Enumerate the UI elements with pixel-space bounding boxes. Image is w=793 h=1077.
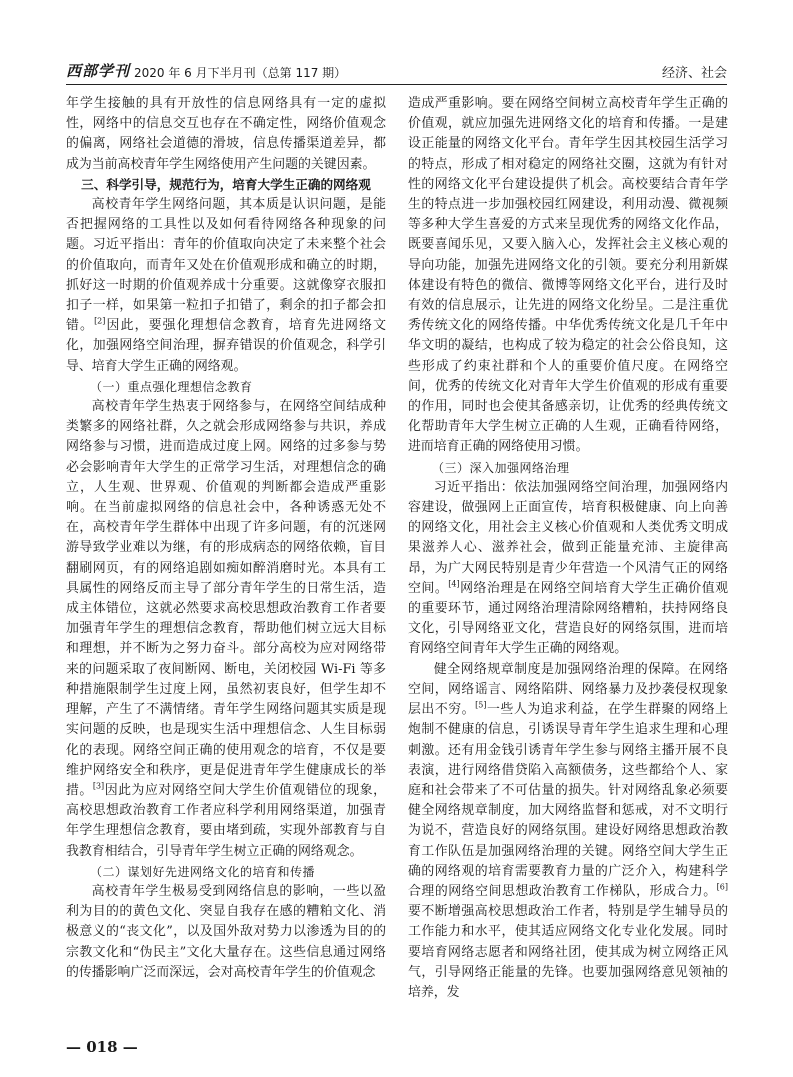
citation-ref: [3] xyxy=(92,781,105,791)
paragraph: 高校青年学生网络问题，其本质是认识问题，是能否把握网络的工具性以及如何看待网络各种现象的问题。习近平指出：青年的价值取向决定了未来整个社会的价值取向，而青年又处在价值观形成和确立的时期，抓好这一时期的价值观养成十分重要。这就像穿衣服扣扣子一样，如果第一粒扣子扣错了，剩余的扣子都会扣错。[2]因此，要强化理想信念教育，培育先进网络文化，加强网络空间治理，摒弃错误的价值观念，科学引导、培育大学生正确的网络观。 xyxy=(66,197,386,374)
paragraph: 高校青年学生热衷于网络参与，在网络空间结成种类繁多的网络社群，久之就会形成网络参与共识，养成网络参与习惯，进而造成过度上网。网络的过多参与势必会影响青年大学生的正常学习生活，对理想信念的确立，人生观、世界观、价值观的判断都会造成严重影响。在当前虚拟网络的信息社会中，各种诱惑无处不在，高校青年学生群体中出现了许多问题，有的沉迷网游导致学业难以为继，有的形成病态的网络依赖，盲目翻刷网页，有的网络追剧如痴如醉消磨时光。本具有工具属性的网络反而主导了部分青年学生的日常生活，造成主体错位，这就必然要求高校思想政治教育工作者要加强青年学生的理想信念教育，帮助他们树立远大目标和理想，并不断为之努力奋斗。部分高校为应对网络带来的问题采取了夜间断网、断电，关闭校园 Wi-Fi 等多种措施限制学生过度上网，虽然初衷良好，但学生却不理解，产生了不满情绪。青年学生网络问题其实质是现实问题的反映，也是现实生活中理想信念、人生目标弱化的表现。网络空间正确的使用观念的培育，不仅是要维护网络安全和秩序，更是促进青年学生健康成长的举措。[3]因此为应对网络空间大学生价值观错位的现象，高校思想政治教育工作者应科学利用网络渠道，加强青年学生理想信念教育，要由堵到疏，实现外部教育与自我教育相结合，引导青年学生树立正确的网络观念。 xyxy=(66,399,386,859)
left-column xyxy=(66,94,386,1029)
citation-ref: [2] xyxy=(94,316,106,326)
paragraph: 健全网络规章制度是加强网络治理的保障。在网络空间，网络谣言、网络陷阱、网络暴力及抄袭侵权现象层出不穷。[5]一些人为追求利益，在学生群聚的网络上炮制不健康的信息，引诱误导青年学生追求生理和心理刺激。还有用金钱引诱青年学生参与网络主播开展不良表演，进行网络借贷陷入高额债务，这些都给个人、家庭和社会带来了不可估量的损失。针对网络乱象必须要健全网络规章制度，加大网络监督和惩戒，对不文明行为说不，营造良好的网络氛围。建设好网络思想政治教育工作队伍是加强网络治理的关键。网络空间大学生正确的网络观的培育需要教育力量的广泛介入，构建科学合理的网络空间思想政治教育工作梯队，形成合力。[6]要不断增强高校思想政治工作者，特别是学生辅导员的工作能力和水平，使其适应网络文化专业化发展。同时要培育网络志愿者和网络社团，使其成为树立网络正风气，引导网络正能量的先锋。也要加强网络意见领袖的培养，发 xyxy=(408,661,728,1000)
section-name: 经济、社会 xyxy=(661,66,727,81)
subsection-heading: （二）谋划好先进网络文化的培育和传播 xyxy=(90,864,316,879)
subsection-heading: （一）重点强化理想信念教育 xyxy=(90,379,253,394)
right-column xyxy=(408,94,728,1029)
subsection-heading: （三）深入加强网络治理 xyxy=(432,460,570,475)
page-number: — 018 — xyxy=(66,1038,138,1056)
running-header xyxy=(66,56,727,85)
paragraph: 造成严重影响。要在网络空间树立高校青年学生正确的价值观，就应加强先进网络文化的培育和传播。一是建设正能量的网络文化平台。青年学生因其校园生活学习的特点，形成了相对稳定的网络社交圈，这就为有针对性的网络文化平台建设提供了机会。高校要结合青年学生的特点进一步加强校园红网建设，利用动漫、微视频等多种大学生喜爱的方式来呈现优秀的网络文化作品，既要喜闻乐见，又要入脑入心，发挥社会主义核心观的导向功能，加强先进网络文化的引领。要充分利用新媒体建设有特色的微信、微博等网络文化平台，进行及时有效的信息展示，让先进的网络文化纷呈。二是注重优秀传统文化的网络传播。中华优秀传统文化是几千年中华文明的凝结，也构成了较为稳定的社会公俗良知，这些形成了约束社群和个人的重要价值尺度。在网络空间，优秀的传统文化对青年大学生价值观的形成有重要的作用，同时也会使其备感亲切，让优秀的经典传统文化帮助青年大学生树立正确的人生观，正确看待网络，进而培育正确的网络使用习惯。 xyxy=(408,96,728,455)
article-body xyxy=(66,94,728,1029)
issue-info: 2020 年 6 月下半月刊（总第 117 期） xyxy=(134,66,347,80)
header-left xyxy=(66,60,346,84)
paragraph: 高校青年学生极易受到网络信息的影响，一些以盈利为目的的黄色文化、突显自我存在感的糟粕文化、消极意义的“丧文化”，以及国外敌对势力以渗透为目的的宗教文化和“伪民主”文化大量存在。这些信息通过网络的传播影响广泛而深远，会对高校青年学生的价值观念 xyxy=(66,883,386,980)
citation-ref: [4] xyxy=(448,579,460,589)
paragraph: 年学生接触的具有开放性的信息网络具有一定的虚拟性，网络中的信息交互也存在不确定性，网络价值观念的偏离，网络社会道德的滑坡，信息传播渠道差异，都成为当前高校青年学生网络使用产生问题的关键因素。 xyxy=(66,96,386,172)
paragraph: 习近平指出：依法加强网络空间治理，加强网络内容建设，做强网上正面宣传，培育积极健康、向上向善的网络文化，用社会主义核心价值观和人类优秀文明成果滋养人心、滋养社会，做到正能量充沛、主旋律高昂，为广大网民特别是青少年营造一个风清气正的网络空间。[4]网络治理是在网络空间培育大学生正确价值观的重要环节，通过网络治理清除网络糟粕，扶持网络良文化，引导网络亚文化，营造良好的网络氛围，进而培育网络空间青年大学生正确的网络观。 xyxy=(408,479,728,657)
citation-ref: [6] xyxy=(716,882,728,892)
journal-logo: 西部学刊 xyxy=(66,62,131,80)
section-heading: 三、科学引导，规范行为，培育大学生正确的网络观 xyxy=(81,176,371,192)
citation-ref: [5] xyxy=(475,700,487,710)
